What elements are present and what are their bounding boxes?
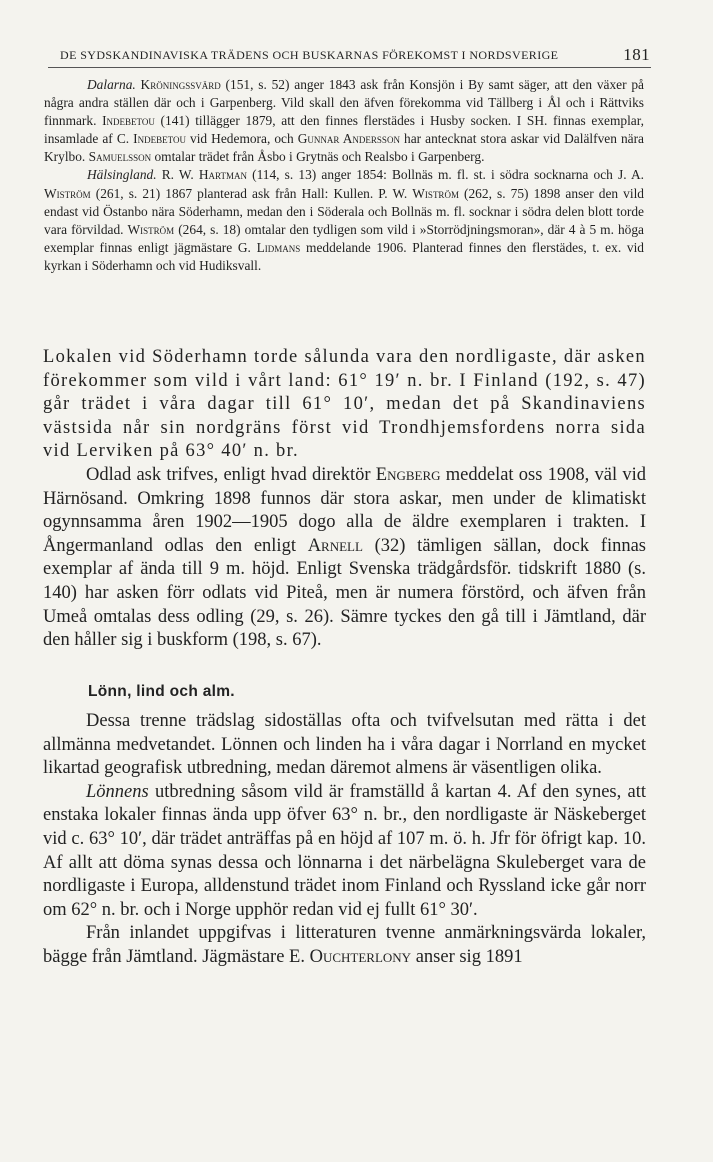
- text-run: (151, s. 52) anger 1843 ask från Konsjön i By samt säger, att den växer på några andra ställen där och i Garpenberg. Vild skall den äfven förekomma vid Tällberg i Ål och i Rättviks finnmark.: [44, 77, 644, 129]
- running-header: [60, 45, 650, 66]
- paragraph-tradslag: Dessa trenne trädslag sidoställas ofta och tvifvelsutan med rätta i det allmänna medvetandet. Lönnen och linden ha i våra dagar i Norrland en mycket likartad geografisk utbredning, medan däremot almens är väsentligen olika.: [43, 711, 646, 779]
- text-run: meddelande 1906. Planterad finnes den flerstädes, t. ex. vid kyrkan i Söderhamn och vid Hudiksvall.: [44, 239, 644, 273]
- page-number: 181: [623, 45, 650, 64]
- header-rule: [48, 67, 651, 68]
- paragraph-inlandet: [43, 922, 646, 969]
- author-name: Hartman: [198, 167, 247, 183]
- author-name: Ouchterlony: [309, 946, 412, 967]
- paragraph-odlad-ask: [43, 464, 646, 653]
- region-label: Dalarna.: [87, 77, 136, 92]
- author-name: Kröningssvärd: [140, 77, 221, 92]
- text-run: anser sig 1891: [411, 946, 523, 967]
- text-run: Från inlandet uppgifvas i litteraturen tvenne anmärkningsvärda lokaler, bägge från Jämtland. Jägmästare E.: [43, 923, 646, 967]
- author-name: Indebetou: [102, 113, 155, 129]
- main-text-block-1: [43, 346, 646, 653]
- paragraph-halsingland: [44, 166, 644, 275]
- text-run: meddelat oss 1908, väl vid Härnösand. Omkring 1898 funnos där stora askar, men under de klimatiskt ogynnsamma åren 1902—1905 dogo alla de äldre exemplaren i trakten. I Ångermanland odlas den enligt: [43, 464, 646, 556]
- text-run: (32) tämligen sällan, dock finnas exemplar af ända till 9 m. höjd. Enligt Svenska trädgårdsför. tidskrift 1880 (s. 140) har asken förr odlats vid Piteå, men är numera förstörd, och äfven från Umeå omtalas dess odling (29, s. 26). Sämre tyckes den gå till i Jämtland, där den håller sig i buskform (198, s. 67).: [43, 535, 646, 651]
- text-run: Odlad ask trifves, enligt hvad direktör: [86, 464, 376, 485]
- text-run: (114, s. 13) anger 1854: Bollnäs m. fl. st. i södra socknarna och J. A.: [246, 167, 644, 183]
- section-heading: Lönn, lind och alm.: [88, 683, 235, 700]
- small-print-block: [44, 76, 644, 275]
- author-name: Wiström: [44, 185, 91, 201]
- text-run: vid Hedemora, och: [185, 131, 298, 147]
- region-label: Hälsingland.: [87, 167, 157, 183]
- author-name: Indebetou: [133, 131, 186, 147]
- text-run: (262, s. 75) 1898 anser den vild endast vid Östanbo nära Söderhamn, medan den i Söderala och Bollnäs m. fl. socknar i södra delen blott torde vara förvildad.: [44, 185, 644, 237]
- paragraph-lonnens: [43, 781, 646, 923]
- author-name: Samuelsson: [88, 149, 152, 165]
- text-run: (261, s. 21) 1867 planterad ask från Hall: Kullen. P. W.: [90, 185, 413, 201]
- author-name: Engberg: [375, 464, 441, 485]
- author-name: Wiström: [127, 221, 175, 237]
- term-italic: Lönnens: [86, 781, 149, 802]
- text-run: omtalar trädet från Åsbo i Grytnäs och Realsbo i Garpenberg.: [151, 149, 485, 165]
- running-title: DE SYDSKANDINAVISKA TRÄDENS OCH BUSKARNAS FÖREKOMST I NORDSVERIGE: [60, 48, 559, 62]
- author-name: Gunnar Andersson: [297, 131, 400, 147]
- paragraph-dalarna: [44, 76, 644, 166]
- text-run: (264, s. 18) omtalar den tydligen som vild i »Storrödjningsmoran», där 4 à 5 m. höga exemplar finnas enligt jägmästare G.: [44, 221, 644, 255]
- paragraph-soderhamn: Lokalen vid Söderhamn torde sålunda vara den nordligaste, där asken förekommer som vild i vårt land: 61° 19′ n. br. I Finland (192, s. 47) går trädet i våra dagar till 61° 10′, medan det på Skandinaviens västsida når sin nordgräns först vid Trondhjemsfordens norra sida vid Lerviken på 63° 40′ n. br.: [43, 347, 646, 462]
- text-run: (141) tillägger 1879, att den finnes flerstädes i Husby socken. I SH. finnas exemplar, insamlade af C.: [44, 113, 644, 147]
- text-run: har antecknat stora askar vid Dalälfven nära Krylbo.: [44, 131, 645, 165]
- text-run: R. W.: [156, 167, 199, 183]
- author-name: Wiström: [412, 185, 459, 201]
- author-name: Lidmans: [256, 239, 301, 255]
- text-run: utbredning såsom vild är framställd å kartan 4. Af den synes, att enstaka lokaler finnas ända upp öfver 63° n. br., den nordligaste är Näskeberget vid c. 63° 10′, där trädet anträffas på en höjd af 107 m. ö. h. Jfr för öfrigt kap. 10. Af allt att döma synas dessa och lönnarna i det närbelägna Skuleberget vara de nordligaste i Europa, alldenstund trädet inom Finland och Ryssland icke går norr om 62° n. br. och i Norge upphör redan vid ej fullt 61° 30′.: [43, 781, 646, 920]
- main-text-block-2: [43, 710, 646, 970]
- author-name: Arnell: [307, 535, 363, 556]
